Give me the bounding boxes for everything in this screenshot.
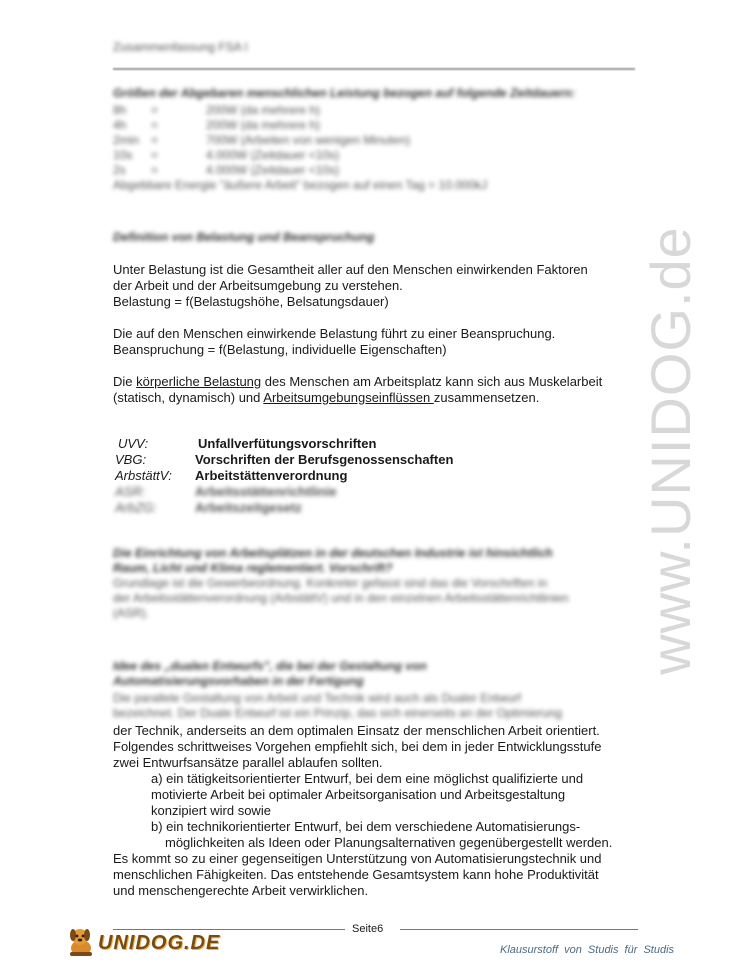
section-dualer-entwurf-heading: Idee des „dualen Entwurfs", die bei der Gestaltung von Automatisierungsvorhaben in der Fertigung Die parallele Gestaltung von Arbeit und Technik wird auch als Dualer Entwurf bezeichnet. Der Duale Entwurf ist ein Prinzip, das sich einerseits an der Optimierung — [113, 659, 562, 720]
section-heading: Die Einrichtung von Arbeitsplätzen in der deutschen Industrie ist hinsichtlich — [113, 546, 553, 560]
paragraph-line: (ASR). — [113, 606, 149, 620]
paragraph-line: der Arbeit und der Arbeitsumgebung zu verstehen. — [113, 278, 403, 293]
paragraph-line: (statisch, dynamisch) und Arbeitsumgebungseinflüssen zusammensetzen. — [113, 390, 540, 405]
table-row: 8h = 200W (da mehrere h) — [113, 103, 321, 117]
abbreviation-row: UVV: Unfallverfütungsvorschriften — [118, 436, 377, 451]
paragraph-line: Die körperliche Belastung des Menschen am Arbeitsplatz kann sich aus Muskelarbeit — [113, 374, 603, 389]
paragraph-line: zwei Entwurfsansätze parallel ablaufen sollten. — [113, 755, 383, 770]
paragraph-line: Es kommt so zu einer gegenseitigen Unterstützung von Automatisierungstechnik und — [113, 851, 602, 866]
section-arbeitsplatz — [113, 546, 633, 621]
paragraph-line: der Arbeitsstättenverordnung (ArbstättV) und in den einzelnen Arbeitsstättenrichtlinien — [113, 591, 569, 605]
list-item-a: motivierte Arbeit bei optimaler Arbeitsorganisation und Arbeitsgestaltung — [151, 787, 566, 802]
underlined-term: Arbeitsumgebungseinflüssen — [263, 390, 434, 405]
table-row: 2s = 4.000W (Zeitdauer <10s) — [113, 163, 340, 177]
section-belastung-text — [113, 262, 633, 406]
logo-text: UNIDOG.DE — [98, 932, 221, 954]
list-item-b: b) ein technikorientierter Entwurf, bei dem verschiedene Automatisierungs- — [151, 819, 581, 834]
paragraph-line: Grundlage ist die Gewerbeordnung. Konkreter gefasst sind das die Vorschriften in — [113, 576, 548, 590]
paragraph-line: Beanspruchung = f(Belastung, individuelle Eigenschaften) — [113, 342, 447, 357]
footer-slogan: Klausurstoff von Studis für Studis — [500, 944, 675, 956]
energy-note: Abgebbare Energie "äußere Arbeit" bezogen auf einen Tag = 10.000kJ — [113, 178, 488, 192]
paragraph-line: Unter Belastung ist die Gesamtheit aller auf den Menschen einwirkenden Faktoren — [113, 262, 588, 277]
abbreviation-row: ArbstättV: Arbeitstättenverordnung — [115, 468, 348, 483]
dog-icon — [66, 926, 96, 958]
abbreviation-row: VBG: Vorschriften der Berufsgenossenschaften — [115, 452, 454, 467]
list-item-a: konzipiert wird sowie — [151, 803, 271, 818]
abbreviation-row: ASR: Arbeitsstättenrichtlinie — [115, 484, 337, 499]
section-dualer-entwurf-text — [113, 723, 643, 899]
abbreviation-list — [115, 436, 535, 516]
table-row: 10s = 4.000W (Zeitdauer <10s) — [113, 148, 340, 162]
abbreviation-row: ArbZG: Arbeitszeitgesetz — [115, 500, 302, 515]
paragraph-line: Belastung = f(Belastugshöhe, Belsatungsdauer) — [113, 294, 389, 309]
underlined-term: körperliche Belastung — [136, 374, 262, 389]
unidog-logo[interactable] — [66, 926, 221, 960]
page-number: Seite6 — [352, 923, 384, 935]
section-heading-belastung: Definition von Belastung und Beanspruchung — [113, 230, 375, 244]
watermark: www.UNIDOG.de — [638, 225, 702, 675]
paragraph-line: menschlichen Fähigkeiten. Das entstehende Gesamtsystem kann hohe Produktivität — [113, 867, 599, 882]
section-leistung — [113, 86, 613, 193]
section-heading: Raum, Licht und Klima reglementiert. Vorschrift? — [113, 561, 393, 575]
list-item-b: möglichkeiten als Ideen oder Planungsalternativen gegenübergestellt werden. — [165, 835, 613, 850]
table-row: 2min = 700W (Arbeiten von wenigen Minuten) — [113, 133, 411, 147]
leistung-table — [113, 103, 613, 193]
section-heading: Größen der Abgebaren menschlichen Leistung bezogen auf folgende Zeitdauern: — [113, 86, 576, 100]
paragraph-line: der Technik, anderseits an dem optimalen Einsatz der menschlichen Arbeit orientiert. — [113, 723, 600, 738]
header-divider — [113, 68, 635, 70]
table-row: 4h = 200W (da mehrere h) — [113, 118, 321, 132]
page-header-title: Zusammenfassung FSA I — [113, 40, 248, 54]
paragraph-line: und menschengerechte Arbeit verwirklichen. — [113, 883, 369, 898]
paragraph-line: Die auf den Menschen einwirkende Belastung führt zu einer Beanspruchung. — [113, 326, 556, 341]
list-item-a: a) ein tätigkeitsorientierter Entwurf, bei dem eine möglichst qualifizierte und — [151, 771, 584, 786]
footer-divider-right — [400, 929, 638, 930]
paragraph-line: Folgendes schrittweises Vorgehen empfiehlt sich, bei dem in jeder Entwicklungsstufe — [113, 739, 602, 754]
